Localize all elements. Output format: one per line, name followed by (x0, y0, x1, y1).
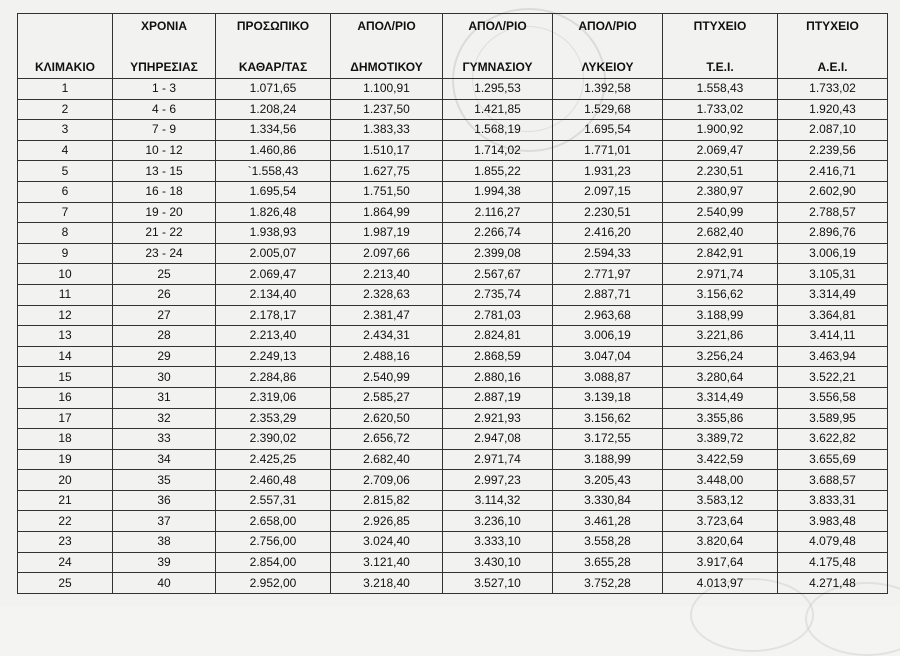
table-cell: 2.781,03 (443, 305, 553, 326)
table-cell: 2.460,48 (216, 470, 331, 491)
table-cell: 1.100,91 (331, 79, 443, 100)
table-cell: 2.399,08 (443, 243, 553, 264)
table-row (18, 326, 888, 347)
table-cell: 2.213,40 (216, 326, 331, 347)
table-cell: 1.695,54 (216, 181, 331, 202)
table-cell: 1.826,48 (216, 202, 331, 223)
table-cell: 3.156,62 (663, 284, 778, 305)
table-cell: 13 - 15 (113, 161, 216, 182)
header-cell: ΔΗΜΟΤΙΚΟΥ (331, 54, 443, 79)
table-cell: 2.887,71 (553, 284, 663, 305)
table-cell: 3.330,84 (553, 490, 663, 511)
table-cell: 3.114,32 (443, 490, 553, 511)
table-cell: 3.364,81 (778, 305, 888, 326)
table-cell: 3.622,82 (778, 429, 888, 450)
table-cell: 1.931,23 (553, 161, 663, 182)
table-cell: 3.556,58 (778, 387, 888, 408)
table-row (18, 202, 888, 223)
table-cell: 3.314,49 (663, 387, 778, 408)
table-cell: 2.284,86 (216, 367, 331, 388)
table-row (18, 470, 888, 491)
table-row (18, 408, 888, 429)
table-cell: 3.172,55 (553, 429, 663, 450)
table-cell: 2.735,74 (443, 284, 553, 305)
table-cell: 10 - 12 (113, 140, 216, 161)
salary-scale-table (17, 13, 888, 594)
header-cell (18, 14, 113, 55)
table-cell: 2.854,00 (216, 552, 331, 573)
table-cell: 21 (18, 490, 113, 511)
table-cell: 30 (113, 367, 216, 388)
table-cell: 2.178,17 (216, 305, 331, 326)
table-cell: 2.926,85 (331, 511, 443, 532)
table-cell: 29 (113, 346, 216, 367)
table-cell: 2.380,97 (663, 181, 778, 202)
table-cell: 4 (18, 140, 113, 161)
table-cell: 2.815,82 (331, 490, 443, 511)
header-cell: ΠΤΥΧΕΙΟ (663, 14, 778, 55)
table-cell: 16 - 18 (113, 181, 216, 202)
header-cell: Α.Ε.Ι. (778, 54, 888, 79)
table-cell: 2.249,13 (216, 346, 331, 367)
table-cell: 1.714,02 (443, 140, 553, 161)
table-cell: 2.887,19 (443, 387, 553, 408)
table-cell: 3.389,72 (663, 429, 778, 450)
table-cell: 9 (18, 243, 113, 264)
table-cell: 3.236,10 (443, 511, 553, 532)
table-cell: 2.416,71 (778, 161, 888, 182)
header-cell: ΧΡΟΝΙΑ (113, 14, 216, 55)
table-cell: 3.047,04 (553, 346, 663, 367)
table-cell: 13 (18, 326, 113, 347)
table-cell: 3.448,00 (663, 470, 778, 491)
table-row (18, 284, 888, 305)
table-row (18, 490, 888, 511)
header-cell: ΚΑΘΑΡ/ΤΑΣ (216, 54, 331, 79)
table-cell: 3.314,49 (778, 284, 888, 305)
table-cell: 2.005,07 (216, 243, 331, 264)
table-cell: 2.594,33 (553, 243, 663, 264)
table-cell: 23 (18, 532, 113, 553)
table-cell: 2.097,15 (553, 181, 663, 202)
table-cell: 2.682,40 (331, 449, 443, 470)
table-cell: 1.994,38 (443, 181, 553, 202)
table-cell: 16 (18, 387, 113, 408)
table-cell: 2.540,99 (663, 202, 778, 223)
table-row (18, 264, 888, 285)
table-cell: 2.087,10 (778, 120, 888, 141)
table-cell: 3.121,40 (331, 552, 443, 573)
table-cell: 1.558,43 (663, 79, 778, 100)
table-cell: 3.256,24 (663, 346, 778, 367)
header-cell: ΑΠΟΛ/ΡΙΟ (443, 14, 553, 55)
table-cell: 6 (18, 181, 113, 202)
table-cell: 2.602,90 (778, 181, 888, 202)
table-cell: 3.105,31 (778, 264, 888, 285)
table-cell: 1.733,02 (778, 79, 888, 100)
table-cell: 1.510,17 (331, 140, 443, 161)
table-row (18, 387, 888, 408)
table-cell: 3.139,18 (553, 387, 663, 408)
table-cell: 2.239,56 (778, 140, 888, 161)
table-cell: 3 (18, 120, 113, 141)
header-cell: ΛΥΚΕΙΟΥ (553, 54, 663, 79)
table-cell: 27 (113, 305, 216, 326)
table-cell: 2.971,74 (663, 264, 778, 285)
table-cell: 2.896,76 (778, 223, 888, 244)
table-cell: 2.328,63 (331, 284, 443, 305)
table-cell: 3.333,10 (443, 532, 553, 553)
table-cell: 1.529,68 (553, 99, 663, 120)
table-cell: 2.488,16 (331, 346, 443, 367)
table-cell: 3.463,94 (778, 346, 888, 367)
table-cell: 2.213,40 (331, 264, 443, 285)
table-cell: 2.709,06 (331, 470, 443, 491)
table-cell: 3.188,99 (553, 449, 663, 470)
table-cell: 3.461,28 (553, 511, 663, 532)
table-cell: 2 (18, 99, 113, 120)
table-cell: 2.963,68 (553, 305, 663, 326)
table-cell: 3.752,28 (553, 573, 663, 594)
table-cell: 26 (113, 284, 216, 305)
table-row (18, 449, 888, 470)
table-row (18, 223, 888, 244)
table-cell: 1.920,43 (778, 99, 888, 120)
table-row (18, 243, 888, 264)
header-cell: ΑΠΟΛ/ΡΙΟ (553, 14, 663, 55)
table-cell: 2.947,08 (443, 429, 553, 450)
table-cell: 3.522,21 (778, 367, 888, 388)
table-cell: 3.527,10 (443, 573, 553, 594)
table-cell: 2.656,72 (331, 429, 443, 450)
table-cell: 1.383,33 (331, 120, 443, 141)
table-cell: 3.006,19 (778, 243, 888, 264)
table-cell: 2.620,50 (331, 408, 443, 429)
table-cell: 2.069,47 (216, 264, 331, 285)
table-cell: 3.983,48 (778, 511, 888, 532)
table-cell: 1.855,22 (443, 161, 553, 182)
table-cell: 3.088,87 (553, 367, 663, 388)
table-cell: 19 (18, 449, 113, 470)
header-cell: ΥΠΗΡΕΣΙΑΣ (113, 54, 216, 79)
table-cell: 1.460,86 (216, 140, 331, 161)
table-row (18, 429, 888, 450)
table-row (18, 99, 888, 120)
table-cell: 3.156,62 (553, 408, 663, 429)
table-row (18, 346, 888, 367)
table-cell: 1.987,19 (331, 223, 443, 244)
header-row-bottom (18, 54, 888, 79)
table-cell: 1.751,50 (331, 181, 443, 202)
table-cell: 2.416,20 (553, 223, 663, 244)
table-cell: 35 (113, 470, 216, 491)
table-cell: 14 (18, 346, 113, 367)
table-cell: 3.280,64 (663, 367, 778, 388)
table-cell: 1 (18, 79, 113, 100)
table-cell: 2.921,93 (443, 408, 553, 429)
table-cell: 38 (113, 532, 216, 553)
table-row (18, 305, 888, 326)
table-row (18, 161, 888, 182)
table-cell: 1.938,93 (216, 223, 331, 244)
table-cell: 8 (18, 223, 113, 244)
table-cell: 12 (18, 305, 113, 326)
table-cell: 2.319,06 (216, 387, 331, 408)
table-cell: 1.627,75 (331, 161, 443, 182)
table-cell: 1.208,24 (216, 99, 331, 120)
table-cell: 15 (18, 367, 113, 388)
table-cell: 11 (18, 284, 113, 305)
table-cell: 2.069,47 (663, 140, 778, 161)
table-cell: 2.434,31 (331, 326, 443, 347)
table-cell: 3.723,64 (663, 511, 778, 532)
table-cell: 3.430,10 (443, 552, 553, 573)
table-cell: 2.952,00 (216, 573, 331, 594)
table-cell: 23 - 24 (113, 243, 216, 264)
header-cell: ΚΛΙΜΑΚΙΟ (18, 54, 113, 79)
header-cell: ΑΠΟΛ/ΡΙΟ (331, 14, 443, 55)
table-cell: 3.820,64 (663, 532, 778, 553)
table-cell: 2.381,47 (331, 305, 443, 326)
table-cell: 36 (113, 490, 216, 511)
table-cell: 28 (113, 326, 216, 347)
table-cell: 1.568,19 (443, 120, 553, 141)
table-row (18, 120, 888, 141)
table-cell: 1 - 3 (113, 79, 216, 100)
table-cell: 2.880,16 (443, 367, 553, 388)
table-body (18, 79, 888, 594)
table-cell: 3.221,86 (663, 326, 778, 347)
table-row (18, 140, 888, 161)
table-cell: 2.868,59 (443, 346, 553, 367)
table-cell: 19 - 20 (113, 202, 216, 223)
table-cell: 2.997,23 (443, 470, 553, 491)
table-cell: 1.237,50 (331, 99, 443, 120)
table-cell: 37 (113, 511, 216, 532)
table-cell: 4 - 6 (113, 99, 216, 120)
table-cell: 2.097,66 (331, 243, 443, 264)
table-cell: 3.355,86 (663, 408, 778, 429)
header-row-top (18, 14, 888, 55)
table-cell: 5 (18, 161, 113, 182)
table-cell: 21 - 22 (113, 223, 216, 244)
header-cell: Τ.Ε.Ι. (663, 54, 778, 79)
header-cell: ΓΥΜΝΑΣΙΟΥ (443, 54, 553, 79)
table-cell: 3.589,95 (778, 408, 888, 429)
table-cell: 39 (113, 552, 216, 573)
table-cell: 32 (113, 408, 216, 429)
table-row (18, 552, 888, 573)
table-cell: 7 - 9 (113, 120, 216, 141)
table-row (18, 367, 888, 388)
table-cell: 2.971,74 (443, 449, 553, 470)
table-cell: 40 (113, 573, 216, 594)
table-cell: 1.334,56 (216, 120, 331, 141)
table-cell: 2.557,31 (216, 490, 331, 511)
table-cell: 2.134,40 (216, 284, 331, 305)
table-cell: 4.013,97 (663, 573, 778, 594)
table-cell: 3.024,40 (331, 532, 443, 553)
table-cell: 2.567,67 (443, 264, 553, 285)
table-cell: 3.414,11 (778, 326, 888, 347)
table-row (18, 532, 888, 553)
table-cell: 2.842,91 (663, 243, 778, 264)
table-cell: 1.900,92 (663, 120, 778, 141)
table-cell: 10 (18, 264, 113, 285)
table-cell: 3.006,19 (553, 326, 663, 347)
table-cell: `1.558,43 (216, 161, 331, 182)
table-cell: 1.421,85 (443, 99, 553, 120)
header-cell: ΠΤΥΧΕΙΟ (778, 14, 888, 55)
table-cell: 20 (18, 470, 113, 491)
table-cell: 2.771,97 (553, 264, 663, 285)
table-cell: 3.422,59 (663, 449, 778, 470)
table-cell: 1.733,02 (663, 99, 778, 120)
table-cell: 3.205,43 (553, 470, 663, 491)
table-cell: 2.266,74 (443, 223, 553, 244)
table-cell: 1.295,53 (443, 79, 553, 100)
table-cell: 3.833,31 (778, 490, 888, 511)
table-cell: 3.655,28 (553, 552, 663, 573)
table-cell: 31 (113, 387, 216, 408)
table-cell: 2.824,81 (443, 326, 553, 347)
table-cell: 2.756,00 (216, 532, 331, 553)
table-row (18, 79, 888, 100)
table-cell: 22 (18, 511, 113, 532)
table-cell: 7 (18, 202, 113, 223)
table-cell: 2.585,27 (331, 387, 443, 408)
table-cell: 17 (18, 408, 113, 429)
table-cell: 4.079,48 (778, 532, 888, 553)
table-cell: 2.788,57 (778, 202, 888, 223)
table-cell: 4.271,48 (778, 573, 888, 594)
table-cell: 3.558,28 (553, 532, 663, 553)
table-row (18, 511, 888, 532)
table-cell: 33 (113, 429, 216, 450)
table-cell: 2.390,02 (216, 429, 331, 450)
table-cell: 25 (18, 573, 113, 594)
table-cell: 2.682,40 (663, 223, 778, 244)
table-cell: 1.695,54 (553, 120, 663, 141)
table-cell: 18 (18, 429, 113, 450)
table-cell: 25 (113, 264, 216, 285)
table-cell: 34 (113, 449, 216, 470)
table-cell: 24 (18, 552, 113, 573)
table-cell: 1.864,99 (331, 202, 443, 223)
table-cell: 2.230,51 (663, 161, 778, 182)
table-cell: 1.771,01 (553, 140, 663, 161)
table-cell: 3.688,57 (778, 470, 888, 491)
table-cell: 2.353,29 (216, 408, 331, 429)
table-cell: 1.071,65 (216, 79, 331, 100)
table-cell: 4.175,48 (778, 552, 888, 573)
table-row (18, 573, 888, 594)
table-cell: 2.230,51 (553, 202, 663, 223)
table-cell: 3.655,69 (778, 449, 888, 470)
table-cell: 2.540,99 (331, 367, 443, 388)
table-cell: 1.392,58 (553, 79, 663, 100)
table-row (18, 181, 888, 202)
table-cell: 2.425,25 (216, 449, 331, 470)
table-cell: 3.583,12 (663, 490, 778, 511)
header-cell: ΠΡΟΣΩΠΙΚΟ (216, 14, 331, 55)
table-cell: 3.917,64 (663, 552, 778, 573)
table-cell: 2.116,27 (443, 202, 553, 223)
table-cell: 2.658,00 (216, 511, 331, 532)
table-cell: 3.188,99 (663, 305, 778, 326)
table-cell: 3.218,40 (331, 573, 443, 594)
